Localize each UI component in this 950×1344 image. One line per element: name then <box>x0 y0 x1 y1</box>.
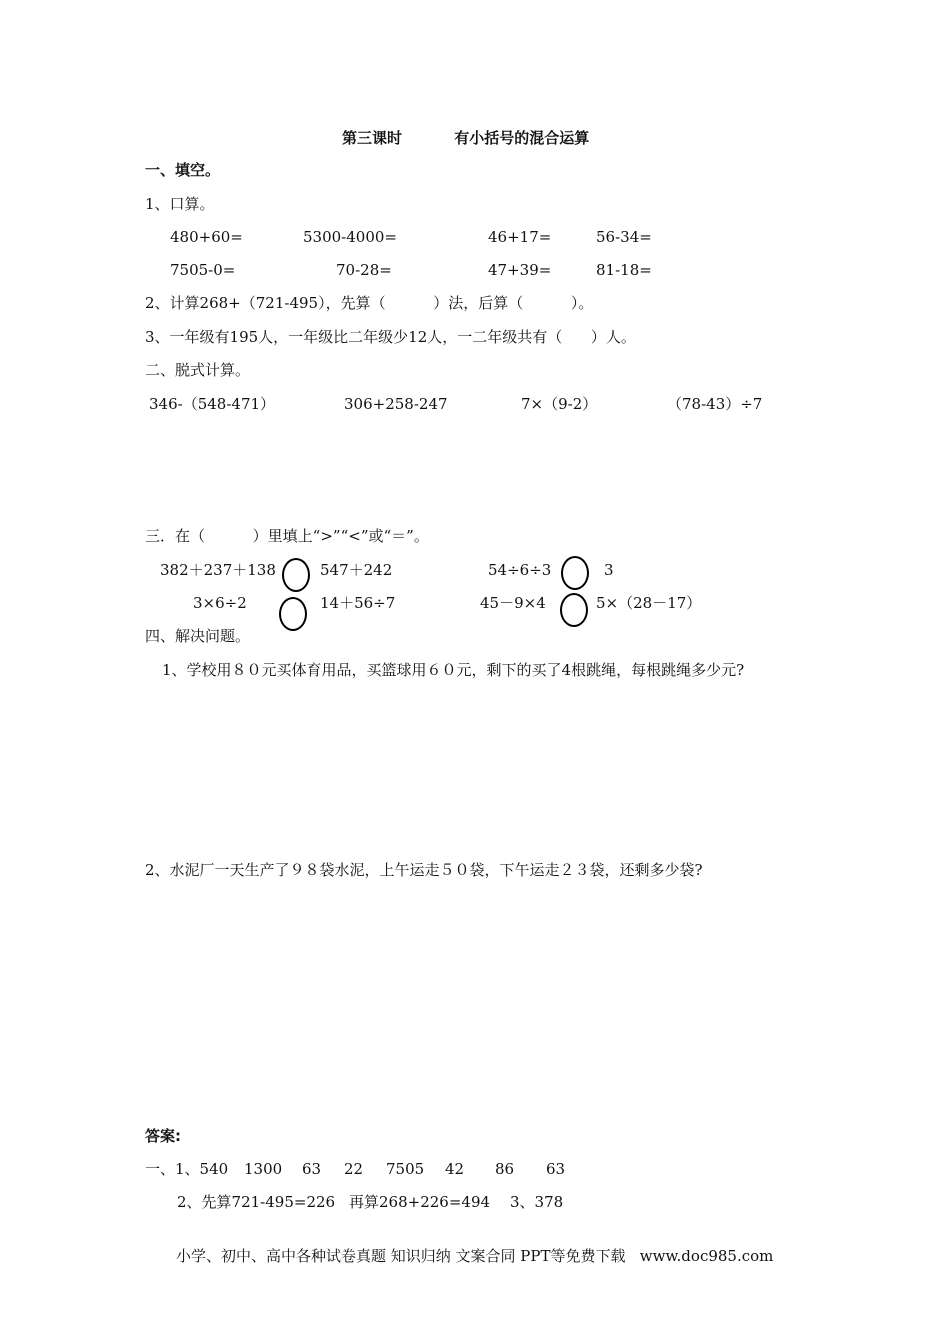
compare-blank-circle[interactable] <box>560 593 588 627</box>
compare-left: 45－9×4 <box>480 594 546 612</box>
step-calc-item: 7×（9-2） <box>521 395 598 413</box>
answer-item: 7505 <box>386 1160 425 1178</box>
answer-item: 22 <box>344 1160 364 1178</box>
compare-right: 3 <box>604 561 614 579</box>
section-heading-step-calc: 二、脱式计算。 <box>145 361 251 379</box>
mental-math-item: 56-34= <box>596 228 652 246</box>
answers-heading: 答案: <box>145 1127 181 1145</box>
compare-right: 547＋242 <box>320 561 393 579</box>
mental-math-item: 7505-0= <box>170 261 236 279</box>
mental-math-item: 70-28= <box>336 261 392 279</box>
answer-item: 3、378 <box>510 1193 564 1211</box>
answer-item: 86 <box>495 1160 515 1178</box>
mental-math-item: 5300-4000= <box>303 228 397 246</box>
compare-blank-circle[interactable] <box>279 597 307 631</box>
compare-blank-circle[interactable] <box>282 558 310 592</box>
compare-left: 54÷6÷3 <box>488 561 552 579</box>
section-heading-fill-in: 一、填空。 <box>145 161 221 179</box>
section-heading-problems: 四、解决问题。 <box>145 627 251 645</box>
step-calc-item: （78-43）÷7 <box>667 395 763 413</box>
page-title: 第三课时 有小括号的混合运算 <box>342 129 590 147</box>
compare-right: 5×（28－17） <box>596 594 702 612</box>
question-2: 2、计算268+（721-495），先算（ ）法，后算（ ）。 <box>145 294 594 312</box>
word-problem-2: 2、水泥厂一天生产了９８袋水泥，上午运走５０袋，下午运走２３袋，还剩多少袋? <box>145 861 703 879</box>
step-calc-item: 306+258-247 <box>344 395 448 413</box>
answer-item: 再算268+226=494 <box>349 1193 491 1211</box>
answer-item: 42 <box>445 1160 465 1178</box>
question-1-label: 1、口算。 <box>145 195 215 213</box>
compare-blank-circle[interactable] <box>561 556 589 590</box>
step-calc-item: 346-（548-471） <box>149 395 276 413</box>
mental-math-item: 480+60= <box>170 228 243 246</box>
mental-math-item: 46+17= <box>488 228 552 246</box>
compare-left: 3×6÷2 <box>193 594 247 612</box>
section-heading-compare: 三．在（ ）里填上“>”“<”或“＝”。 <box>145 527 429 545</box>
answer-item: 一、1、540 <box>145 1160 229 1178</box>
footer-text: 小学、初中、高中各种试卷真题 知识归纳 文案合同 PPT等免费下载 www.doc985.com <box>176 1247 774 1265</box>
question-3: 3、一年级有195人，一年级比二年级少12人，一二年级共有（ ）人。 <box>145 328 636 346</box>
answer-item: 63 <box>546 1160 566 1178</box>
answer-item: 63 <box>302 1160 322 1178</box>
compare-left: 382＋237＋138 <box>160 561 276 579</box>
mental-math-item: 81-18= <box>596 261 652 279</box>
answer-item: 2、先算721-495=226 <box>177 1193 336 1211</box>
compare-right: 14＋56÷7 <box>320 594 396 612</box>
word-problem-1: 1、学校用８０元买体育用品，买篮球用６０元，剩下的买了4根跳绳，每根跳绳多少元? <box>162 661 745 679</box>
answer-item: 1300 <box>244 1160 283 1178</box>
mental-math-item: 47+39= <box>488 261 552 279</box>
